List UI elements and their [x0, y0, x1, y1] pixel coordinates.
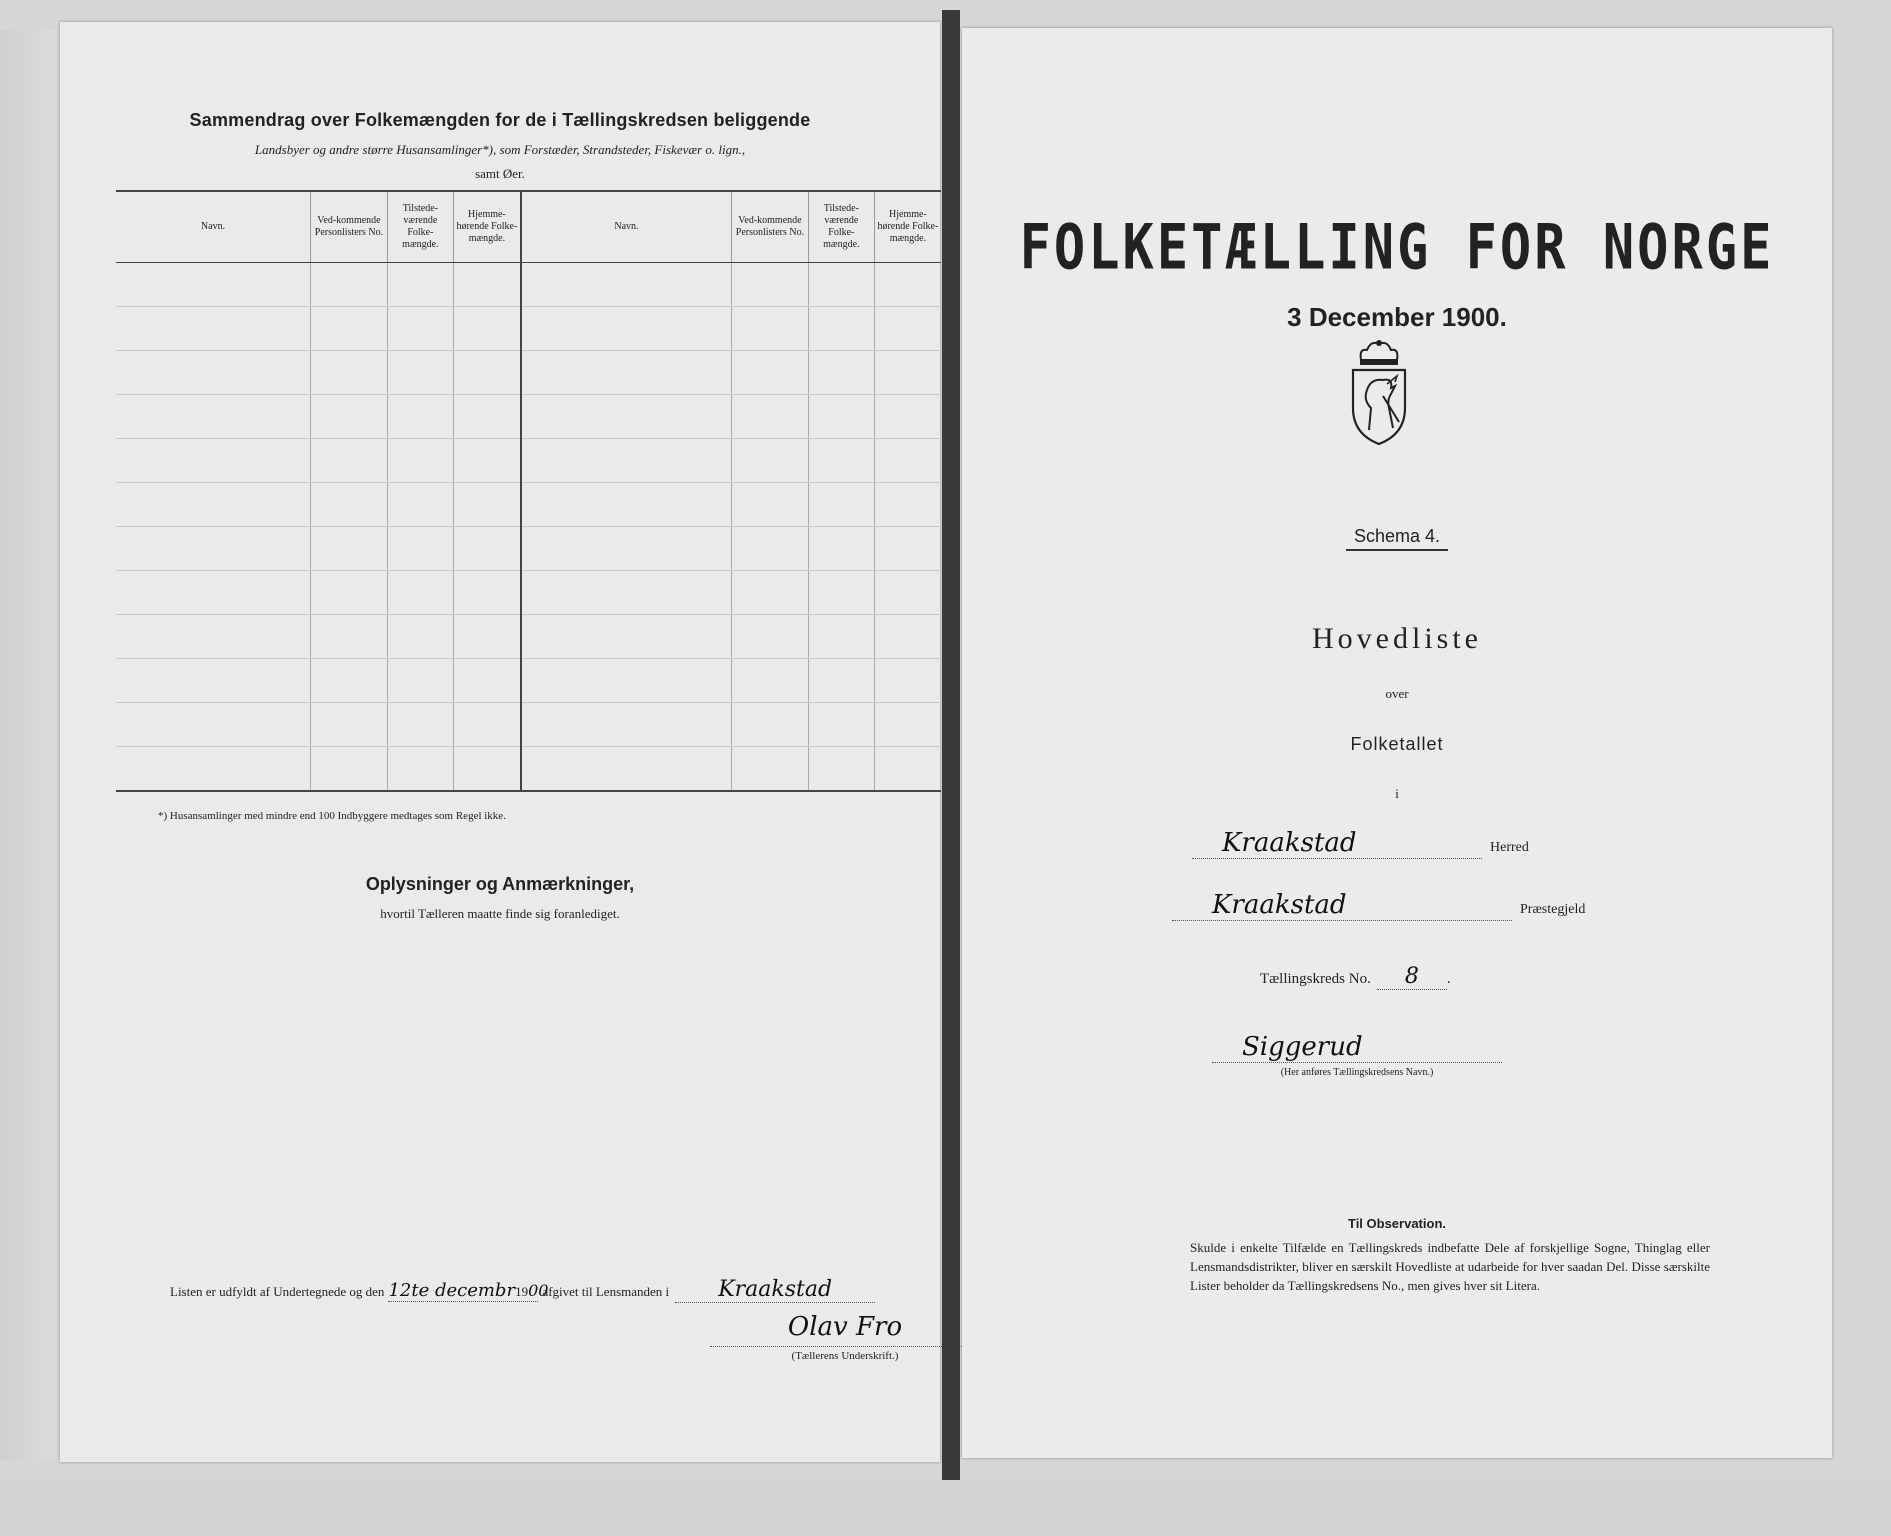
- table-cell: [311, 483, 388, 527]
- table-cell: [387, 527, 453, 571]
- document-heading: Hovedliste: [1312, 622, 1482, 655]
- norwegian-lion-coat-of-arms-icon: [1347, 338, 1411, 453]
- table-cell: [731, 351, 808, 395]
- table-cell: [387, 747, 453, 792]
- table-cell: [808, 263, 874, 307]
- prestegjeld-row: [1172, 890, 1585, 921]
- table-row: [116, 395, 941, 439]
- table-cell: [116, 395, 311, 439]
- statement-prefix: Listen er udfyldt af Undertegnede og den: [170, 1284, 385, 1299]
- table-cell: [116, 527, 311, 571]
- table-cell: [521, 747, 732, 792]
- table-cell: [311, 527, 388, 571]
- table-row: [116, 747, 941, 792]
- herred-label: Herred: [1490, 840, 1529, 855]
- table-cell: [453, 483, 521, 527]
- kreds-name-value: Siggerud: [1242, 1032, 1363, 1062]
- table-cell: [521, 615, 732, 659]
- table-cell: [874, 307, 941, 351]
- table-cell: [387, 659, 453, 703]
- main-title: FOLKETÆLLING FOR NORGE: [1019, 212, 1775, 284]
- table-cell: [116, 747, 311, 792]
- kreds-field: [1377, 964, 1447, 990]
- table-cell: [731, 263, 808, 307]
- table-cell: [808, 615, 874, 659]
- table-row: [116, 571, 941, 615]
- signature-area: [710, 1312, 980, 1362]
- handwritten-year: 00: [528, 1281, 549, 1300]
- prestegjeld-field: [1172, 890, 1512, 921]
- table-cell: [116, 439, 311, 483]
- handwritten-signature: Olav Fro: [787, 1312, 903, 1342]
- table-cell: [808, 703, 874, 747]
- table-row: [116, 263, 941, 307]
- table-cell: [311, 659, 388, 703]
- table-cell: [874, 483, 941, 527]
- table-cell: [731, 527, 808, 571]
- table-cell: [521, 439, 732, 483]
- kreds-row: Tællingskreds No. 8 .: [1260, 964, 1451, 989]
- table-cell: [731, 395, 808, 439]
- kreds-value: 8: [1404, 964, 1419, 989]
- summary-subtitle-2: samt Øer.: [475, 166, 525, 181]
- table-cell: [453, 351, 521, 395]
- prestegjeld-label: Præstegjeld: [1520, 902, 1586, 917]
- handwritten-date: 12te decembr: [388, 1280, 516, 1301]
- subject-heading: Folketallet: [1350, 734, 1444, 754]
- right-page: [962, 28, 1832, 1458]
- table-cell: [116, 571, 311, 615]
- table-row: [116, 527, 941, 571]
- remarks-title: Oplysninger og Anmærkninger,: [365, 874, 635, 894]
- table-row: [116, 351, 941, 395]
- table-cell: [808, 395, 874, 439]
- table-cell: [521, 307, 732, 351]
- kreds-name-label: (Her anføres Tællingskredsens Navn.): [1280, 1067, 1434, 1078]
- table-cell: [808, 747, 874, 792]
- table-cell: [874, 571, 941, 615]
- table-cell: [874, 395, 941, 439]
- table-cell: [874, 527, 941, 571]
- table-cell: [731, 703, 808, 747]
- table-cell: [387, 703, 453, 747]
- table-cell: [731, 747, 808, 792]
- submission-statement: [170, 1277, 875, 1303]
- column-header: Navn.: [521, 191, 732, 263]
- table-cell: [874, 659, 941, 703]
- table-row: [116, 703, 941, 747]
- table-cell: [453, 527, 521, 571]
- table-cell: [453, 571, 521, 615]
- table-cell: [808, 439, 874, 483]
- table-cell: [387, 351, 453, 395]
- table-cell: [311, 703, 388, 747]
- signature-line: [710, 1346, 980, 1347]
- table-cell: [311, 571, 388, 615]
- table-cell: [116, 703, 311, 747]
- book-spine: [942, 10, 960, 1480]
- summary-subtitle: Landsbyer og andre større Husansamlinger*), som Forstæder, Strandsteder, Fiskevær o. lign.,: [254, 142, 746, 157]
- table-cell: [874, 351, 941, 395]
- table-cell: [521, 483, 732, 527]
- table-cell: [116, 659, 311, 703]
- table-cell: [521, 263, 732, 307]
- table-cell: [116, 263, 311, 307]
- table-cell: [387, 439, 453, 483]
- table-cell: [116, 307, 311, 351]
- column-header: Hjemme-hørende Folke-mængde.: [453, 191, 521, 263]
- page-edge-left: [0, 30, 56, 1460]
- table-cell: [387, 571, 453, 615]
- table-header-row: [116, 191, 941, 263]
- table-cell: [521, 351, 732, 395]
- date-field: [388, 1280, 549, 1302]
- table-cell: [453, 307, 521, 351]
- table-cell: [453, 615, 521, 659]
- table-cell: [731, 307, 808, 351]
- table-cell: [731, 439, 808, 483]
- column-header: Tilstede-værende Folke-mængde.: [387, 191, 453, 263]
- table-cell: [808, 483, 874, 527]
- table-cell: [874, 263, 941, 307]
- place-field: [675, 1277, 875, 1303]
- table-row: [116, 659, 941, 703]
- table-row: [116, 483, 941, 527]
- table-cell: [808, 527, 874, 571]
- table-cell: [521, 527, 732, 571]
- statement-middle: afgivet til Lensmanden i: [542, 1284, 670, 1299]
- kreds-label: Tællingskreds No.: [1260, 971, 1371, 987]
- table-cell: [116, 483, 311, 527]
- table-cell: [521, 395, 732, 439]
- observation-title: Til Observation.: [1347, 1216, 1446, 1231]
- table-cell: [731, 615, 808, 659]
- column-header: Hjemme-hørende Folke-mængde.: [874, 191, 941, 263]
- herred-row: [1192, 828, 1529, 859]
- table-cell: [731, 483, 808, 527]
- table-cell: [808, 307, 874, 351]
- table-cell: [387, 483, 453, 527]
- table-cell: [874, 703, 941, 747]
- herred-field: [1192, 828, 1482, 859]
- herred-value: Kraakstad: [1222, 828, 1357, 858]
- table-row: [116, 307, 941, 351]
- table-body: [116, 263, 941, 792]
- census-date: 3 December 1900.: [1287, 302, 1507, 332]
- table-cell: [521, 659, 732, 703]
- scan-bottom-edge: [0, 1480, 1891, 1536]
- summary-table: [116, 190, 941, 792]
- table-cell: [311, 615, 388, 659]
- table-cell: [521, 571, 732, 615]
- table-cell: [731, 659, 808, 703]
- kreds-name-block: [1212, 1032, 1502, 1078]
- table-cell: [311, 351, 388, 395]
- table-cell: [874, 439, 941, 483]
- connector-i: i: [1395, 786, 1399, 801]
- prestegjeld-value: Kraakstad: [1212, 890, 1347, 920]
- table-cell: [387, 395, 453, 439]
- column-header: Tilstede-værende Folke-mængde.: [808, 191, 874, 263]
- column-header: Ved-kommende Personlisters No.: [731, 191, 808, 263]
- table-cell: [311, 747, 388, 792]
- signature-label: (Tællerens Underskrift.): [791, 1350, 899, 1362]
- table-cell: [453, 263, 521, 307]
- connector-over: over: [1385, 686, 1409, 701]
- table-cell: [387, 615, 453, 659]
- table-cell: [116, 351, 311, 395]
- summary-title: Sammendrag over Folkemængden for de i Tællingskredsen beliggende: [189, 110, 811, 130]
- table-cell: [453, 659, 521, 703]
- table-cell: [387, 307, 453, 351]
- column-header: Navn.: [116, 191, 311, 263]
- schema-label: Schema 4.: [962, 526, 1832, 547]
- observation-text: Skulde i enkelte Tilfælde en Tællingskreds indbefatte Dele af forskjellige Sogne, Thinglag eller Lensmandsdistrikter, bliver en særskilt Hovedliste at udarbeide for hver saadan Del. Disse særskilte Lister beholder da Tællingskredsens No., men gives hver sit Litera.: [1190, 1240, 1710, 1293]
- left-page: [60, 22, 940, 1462]
- table-cell: [874, 747, 941, 792]
- footnote: *) Husansamlinger med mindre end 100 Indbyggere medtages som Regel ikke.: [158, 810, 506, 822]
- table-cell: [521, 703, 732, 747]
- table-cell: [311, 439, 388, 483]
- year-prefix: 19: [515, 1284, 529, 1299]
- table-cell: [808, 571, 874, 615]
- remarks-subtitle: hvortil Tælleren maatte finde sig foranlediget.: [380, 906, 620, 921]
- table-cell: [874, 615, 941, 659]
- table-cell: [808, 659, 874, 703]
- table-cell: [311, 395, 388, 439]
- table-row: [116, 439, 941, 483]
- handwritten-place: Kraakstad: [718, 1277, 833, 1302]
- table-cell: [453, 439, 521, 483]
- table-cell: [116, 615, 311, 659]
- table-row: [116, 615, 941, 659]
- table-cell: [311, 307, 388, 351]
- table-cell: [731, 571, 808, 615]
- table-cell: [311, 263, 388, 307]
- column-header: Ved-kommende Personlisters No.: [311, 191, 388, 263]
- kreds-name-field: [1212, 1032, 1502, 1063]
- table-cell: [453, 395, 521, 439]
- table-cell: [808, 351, 874, 395]
- table-cell: [453, 703, 521, 747]
- table-cell: [387, 263, 453, 307]
- table-cell: [453, 747, 521, 792]
